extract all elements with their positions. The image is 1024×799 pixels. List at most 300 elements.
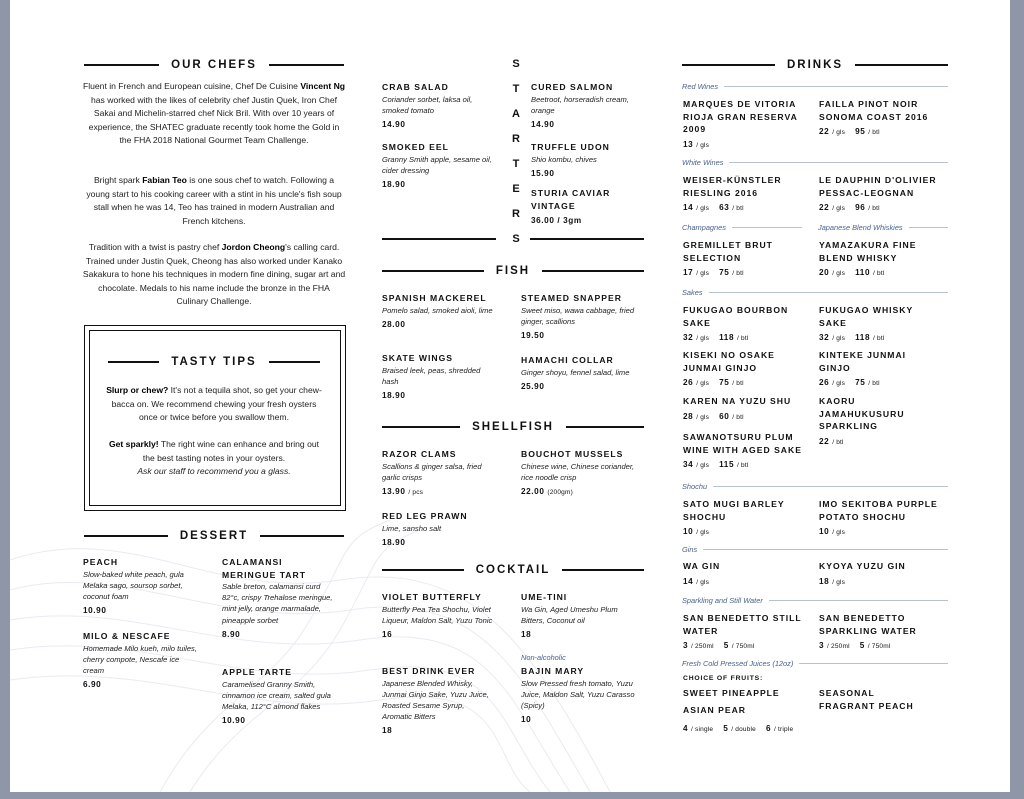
item-desc: Beetroot, horseradish cream, orange <box>531 94 629 115</box>
item-price: 28.00 <box>382 319 406 329</box>
shellfish-title: SHELLFISH <box>472 421 554 433</box>
header-rule <box>855 64 948 66</box>
item-desc: Homemade Milo kueh, milo tuiles, cherry compote, Nescafe ice cream <box>83 643 197 675</box>
item-name: CALAMANSI MERINGUE TART <box>222 557 306 580</box>
item-name: HAMACHI COLLAR <box>521 355 614 365</box>
item-name: FUKUGAO BOURBON SAKE <box>683 305 789 328</box>
item-price: 10 <box>521 715 532 725</box>
para-text: has worked with the likes of celebrity chef Justin Quek, Iron Chef Sakai and Michelin-starred chef Nick Bril. With over 10 years of experience, the SHATEC graduate recently took home the Gold in the FHA 2018 National Gourmet Team Challenge. <box>88 94 340 145</box>
para-text: Tradition with a twist is pastry chef <box>88 242 222 252</box>
price-unit: / 250ml <box>691 643 714 650</box>
header-rule <box>562 569 644 571</box>
price-unit: / gls <box>696 462 710 469</box>
category-gins <box>682 545 948 554</box>
category-champagnes <box>682 223 802 232</box>
category-label: Gins <box>682 545 698 554</box>
item-price: 36.00 / 3gm <box>531 216 582 225</box>
tasty-tips-title: TASTY TIPS <box>171 356 257 368</box>
item-price: 18.90 <box>382 537 406 547</box>
starters-letter: R <box>512 133 520 145</box>
category-white-wines <box>682 158 948 167</box>
price-unit: / 750ml <box>731 643 755 650</box>
price-unit: / btl <box>832 438 844 446</box>
price-value: 17 <box>683 268 694 277</box>
price-unit: / gls <box>696 205 710 212</box>
item-price: 10.90 <box>83 606 107 616</box>
price-value: 10 <box>683 527 694 536</box>
category-water <box>682 596 948 605</box>
price-value: 14 <box>683 576 694 586</box>
cocktail-title: COCKTAIL <box>475 564 551 576</box>
item-name: SAN BENEDETTO STILL WATER <box>683 613 802 636</box>
item-price: 18 <box>382 726 393 736</box>
category-label: Red Wines <box>682 82 719 91</box>
drink-wa-gin <box>683 560 805 589</box>
item-name: CRAB SALAD <box>382 82 449 92</box>
category-red-wines <box>682 82 948 91</box>
item-desc: Pomelo salad, smoked aioli, lime <box>382 305 493 315</box>
price-unit: / double <box>731 726 756 733</box>
chef-fabian-paragraph <box>82 174 346 228</box>
price-value: 13 <box>683 139 694 149</box>
category-label: Champagnes <box>682 223 726 232</box>
drink-kyoya-yuzu-gin <box>819 560 941 589</box>
item-name: CURED SALMON <box>531 82 614 92</box>
header-rule <box>542 270 644 272</box>
item-price: 10.90 <box>222 716 246 726</box>
tip-heading: Slurp or chew? <box>106 385 169 395</box>
item-price <box>683 376 805 390</box>
tip-text: The right wine can enhance and bring out the best tasting notes in your oysters. <box>142 439 320 463</box>
item-name: LE DAUPHIN D'OLIVIER PESSAC-LEOGNAN <box>819 175 937 198</box>
price-unit: / triple <box>774 726 794 733</box>
price-unit: / btl <box>737 462 749 469</box>
menu-item-razor-clams <box>382 448 494 499</box>
category-rule <box>909 227 948 228</box>
item-name: BOUCHOT MUSSELS <box>521 449 624 459</box>
price-value: 22 <box>819 436 830 446</box>
drink-kiseki-no-osake <box>683 349 805 390</box>
item-name: RAZOR CLAMS <box>382 449 457 459</box>
item-price <box>521 485 643 499</box>
menu-item-steamed-snapper <box>521 292 643 342</box>
item-price: 15.90 <box>531 168 555 178</box>
item-name: TRUFFLE UDON <box>531 142 610 152</box>
starters-rule-left <box>382 238 496 240</box>
menu-item-bajin-mary <box>521 665 639 726</box>
drink-weiser-kunstler <box>683 174 805 215</box>
item-price <box>819 376 941 390</box>
item-price: 8.90 <box>222 629 241 639</box>
item-price: 19.50 <box>521 330 545 340</box>
item-desc: Granny Smith apple, sesame oil, cider dressing <box>382 154 492 175</box>
menu-item-apple-tarte <box>222 666 334 727</box>
item-price <box>819 525 949 539</box>
item-name: KYOYA YUZU GIN <box>819 561 906 571</box>
price-unit: / btl <box>868 205 880 212</box>
category-label: Shochu <box>682 482 708 491</box>
dessert-title: DESSERT <box>179 530 249 542</box>
item-name: KISEKI NO OSAKE JUNMAI GINJO <box>683 350 775 373</box>
item-name: FUKUGAO WHISKY SAKE <box>819 305 914 328</box>
dessert-header <box>84 530 344 542</box>
price-value: 75 <box>855 378 866 387</box>
price-value: 10 <box>819 527 830 536</box>
drink-fukugao-bourbon <box>683 304 805 345</box>
item-name: GREMILLET BRUT SELECTION <box>683 240 773 263</box>
category-rule <box>724 86 948 87</box>
price-unit: / gls <box>696 413 710 421</box>
para-text: Fluent in French and European cuisine, Chef De Cuisine <box>82 81 301 91</box>
juice-sweet-pineapple: SWEET PINEAPPLE <box>683 688 780 698</box>
item-price <box>819 639 949 653</box>
price-unit: / btl <box>873 270 885 277</box>
menu-item-violet-butterfly <box>382 591 494 641</box>
starters-letter: T <box>512 83 520 95</box>
item-desc: Lime, sansho salt <box>382 523 442 533</box>
juice-choice-label: CHOICE OF FRUITS: <box>683 675 764 682</box>
menu-item-calamansi-tart <box>222 556 334 641</box>
fish-header <box>382 265 644 277</box>
menu-item-skate-wings <box>382 352 494 402</box>
tasty-tips-header <box>108 356 320 368</box>
item-price <box>683 201 805 215</box>
item-name: MARQUES DE VITORIA RIOJA GRAN RESERVA 2009 <box>683 99 798 134</box>
starters-letter: S <box>512 233 520 245</box>
price-unit: / gls <box>696 578 710 586</box>
price-value: 26 <box>819 378 830 387</box>
item-name: SMOKED EEL <box>382 142 449 152</box>
header-rule <box>260 535 344 537</box>
item-price <box>683 410 805 424</box>
menu-item-peach <box>83 556 201 617</box>
price-value: 63 <box>719 203 730 212</box>
item-name: MILO & NESCAFE <box>83 631 171 641</box>
item-price <box>683 639 805 653</box>
price-unit: / btl <box>737 335 749 342</box>
drink-imo-sekitoba <box>819 498 949 539</box>
category-japanese-whiskies <box>818 223 948 232</box>
category-juices <box>682 659 948 668</box>
chef-name: Vincent Ng <box>300 81 346 91</box>
price-value: 13.90 <box>382 486 406 496</box>
item-price <box>683 138 805 152</box>
price-unit: / gls <box>832 129 846 136</box>
item-desc: Sweet miso, wawa cabbage, fried ginger, scallions <box>521 305 635 326</box>
price-value: 4 <box>683 724 689 733</box>
item-name: BEST DRINK EVER <box>382 666 476 676</box>
price-unit: / gls <box>696 270 710 277</box>
item-desc: Scallions & ginger salsa, fried garlic crisps <box>382 461 482 482</box>
price-unit: / gls <box>832 205 846 212</box>
menu-item-smoked-eel <box>382 141 494 191</box>
price-value: 3 <box>819 641 825 650</box>
price-value: 6 <box>766 724 772 733</box>
header-rule <box>382 426 460 428</box>
item-desc: Coriander sorbet, laksa oil, smoked tomato <box>382 94 473 115</box>
price-value: 3 <box>683 641 689 650</box>
starters-letter: T <box>512 158 520 170</box>
item-price <box>683 575 805 589</box>
category-rule <box>799 663 948 664</box>
item-name: STEAMED SNAPPER <box>521 293 622 303</box>
price-unit: / gls <box>832 335 846 342</box>
header-rule <box>682 64 775 66</box>
price-value: 5 <box>723 641 729 650</box>
juice-seasonal-peach: SEASONAL FRAGRANT PEACH <box>819 688 914 711</box>
price-value: 22 <box>819 203 830 212</box>
item-name: WA GIN <box>683 561 721 571</box>
category-rule <box>729 162 948 163</box>
price-value: 75 <box>719 268 730 277</box>
drinks-header <box>682 59 948 71</box>
item-name: SATO MUGI BARLEY SHOCHU <box>683 499 785 522</box>
header-rule <box>84 535 168 537</box>
cocktail-header <box>382 564 644 576</box>
item-price: 16 <box>382 629 393 639</box>
price-value: 5 <box>723 724 729 733</box>
menu-item-milo-nescafe <box>83 630 201 691</box>
para-text: 's calling card. Trained under Justin Quek, Cheong has also worked under Kanako Sakakura to hone his techniques in modern fine dining, sugar art and chocolate. Medals to his name include the bronze in the FHA Culinary Challenge. <box>82 242 346 306</box>
menu-item-truffle-udon <box>531 141 643 180</box>
item-desc: Shio kombu, chives <box>531 154 597 164</box>
non-alcoholic-label: Non-alcoholic <box>521 653 566 662</box>
shellfish-header <box>382 421 644 433</box>
starters-letter: R <box>512 208 520 220</box>
category-rule <box>732 227 802 228</box>
item-name: IMO SEKITOBA PURPLE POTATO SHOCHU <box>819 499 938 522</box>
price-unit: / btl <box>868 380 880 387</box>
item-price <box>819 331 941 345</box>
header-rule <box>382 270 484 272</box>
item-price <box>819 201 949 215</box>
drink-kaoru <box>819 395 941 449</box>
tip-text: It's not a tequila shot, so get your chew-bacca on. We recommend chewing your fresh oysters once or twice before you swallow them. <box>111 385 322 422</box>
header-rule <box>269 361 320 363</box>
price-value: 5 <box>859 641 865 650</box>
tip-sparkly-paragraph <box>102 438 326 479</box>
price-value: 14 <box>683 203 694 212</box>
item-name: APPLE TARTE <box>222 667 293 677</box>
item-desc: Butterfly Pea Tea Shochu, Violet Liqueur, Maldon Salt, Yuzu Tonic <box>382 604 493 625</box>
item-name: YAMAZAKURA FINE BLEND WHISKY <box>819 240 917 263</box>
menu-item-bouchot-mussels <box>521 448 643 499</box>
category-label: Fresh Cold Pressed Juices (12oz) <box>682 659 794 668</box>
price-unit: / 250ml <box>827 643 850 650</box>
price-value: 22 <box>819 127 830 136</box>
price-value: 118 <box>855 333 871 342</box>
price-unit: / btl <box>732 413 744 421</box>
our-chefs-title: OUR CHEFS <box>171 59 257 71</box>
item-name: VIOLET BUTTERFLY <box>382 592 482 602</box>
item-price <box>819 435 941 449</box>
price-unit: / btl <box>732 380 744 387</box>
item-desc: Slow Pressed fresh tomato, Yuzu Juice, Maldon Salt, Yuzu Carasso (Spicy) <box>521 678 635 710</box>
category-label: White Wines <box>682 158 724 167</box>
item-price <box>382 485 494 499</box>
item-name: SAN BENEDETTO SPARKLING WATER <box>819 613 917 636</box>
header-rule <box>269 64 344 66</box>
item-name: UME-TINI <box>521 592 568 602</box>
item-price: 18.90 <box>382 179 406 189</box>
price-unit: / gls <box>696 141 710 149</box>
category-label: Japanese Blend Whiskies <box>818 223 903 232</box>
price-unit: / gls <box>696 380 710 387</box>
item-name: STURIA CAVIAR VINTAGE <box>531 188 611 211</box>
item-desc: Braised leek, peas, shredded hash <box>382 365 481 386</box>
drink-san-benedetto-sparkling <box>819 612 949 653</box>
price-unit: / btl <box>868 129 880 136</box>
menu-item-sturia-caviar <box>531 187 643 227</box>
price-value: 110 <box>855 268 871 277</box>
price-value: 18 <box>819 576 830 586</box>
drink-karen-na-yuzu-shu <box>683 395 805 424</box>
fish-title: FISH <box>495 265 531 277</box>
menu-item-spanish-mackerel <box>382 292 494 331</box>
price-unit: / single <box>691 726 714 733</box>
category-rule <box>713 486 948 487</box>
chef-name: Jordon Cheong <box>221 242 286 252</box>
price-value: 26 <box>683 378 694 387</box>
starters-letter: A <box>512 108 520 120</box>
item-price: 18.90 <box>382 390 406 400</box>
chef-name: Fabian Teo <box>142 175 187 185</box>
item-desc: Slow-baked white peach, gula Melaka sago, soursop sorbet, coconut foam <box>83 569 184 601</box>
item-price <box>683 331 805 345</box>
drink-fukugao-whisky <box>819 304 941 345</box>
menu-item-red-leg-prawn <box>382 510 494 549</box>
item-price <box>683 266 805 280</box>
drink-kinteke <box>819 349 941 390</box>
price-value: 60 <box>719 411 730 421</box>
price-value: 28 <box>683 411 694 421</box>
menu-item-crab-salad <box>382 81 494 131</box>
starters-rule-right <box>530 238 644 240</box>
item-name: KAREN NA YUZU SHU <box>683 396 792 406</box>
price-unit: / gls <box>832 380 846 387</box>
category-label: Sparkling and Still Water <box>682 596 763 605</box>
item-price: 14.90 <box>382 119 406 129</box>
category-sakes <box>682 288 948 297</box>
item-name: SKATE WINGS <box>382 353 453 363</box>
price-unit: / btl <box>873 335 885 342</box>
item-price <box>819 575 941 589</box>
item-desc: Chinese wine, Chinese coriander, rice noodle crisp <box>521 461 635 482</box>
item-price <box>683 525 805 539</box>
drink-yamazakura <box>819 239 941 280</box>
drink-failla-pinot-noir <box>819 98 947 139</box>
item-price <box>683 458 813 472</box>
drink-le-dauphin <box>819 174 949 215</box>
price-unit: / pcs <box>408 488 424 496</box>
drinks-title: DRINKS <box>786 59 844 71</box>
category-rule <box>703 549 948 550</box>
price-value: 22.00 <box>521 486 545 496</box>
price-unit: (200gm) <box>547 488 573 496</box>
item-desc: Caramelised Granny Smith, cinnamon ice cream, salted gula Melaka, 112°C almond flakes <box>222 679 331 711</box>
chef-jordon-paragraph <box>82 241 346 309</box>
item-desc: Ginger shoyu, fennel salad, lime <box>521 367 630 377</box>
item-price <box>819 125 947 139</box>
category-label: Sakes <box>682 288 703 297</box>
drink-san-benedetto-still <box>683 612 805 653</box>
drink-marques-de-vitoria <box>683 98 805 152</box>
tip-slurp-paragraph <box>102 384 326 425</box>
item-name: SPANISH MACKEREL <box>382 293 487 303</box>
menu-item-ume-tini <box>521 591 639 641</box>
item-name: RED LEG PRAWN <box>382 511 468 521</box>
menu-item-best-drink-ever <box>382 665 494 737</box>
menu-item-hamachi-collar <box>521 354 643 393</box>
category-shochu <box>682 482 948 491</box>
chef-vincent-paragraph <box>82 80 346 148</box>
drink-sato-mugi <box>683 498 805 539</box>
menu-item-cured-salmon <box>531 81 643 131</box>
price-unit: / btl <box>732 205 744 212</box>
item-price: 18 <box>521 629 532 639</box>
item-name: BAJIN MARY <box>521 666 585 676</box>
drink-sawanotsuru <box>683 431 813 472</box>
price-value: 115 <box>719 460 735 469</box>
item-name: FAILLA PINOT NOIR SONOMA COAST 2016 <box>819 99 929 122</box>
item-name: PEACH <box>83 557 119 567</box>
price-value: 96 <box>855 203 866 212</box>
para-text: Bright spark <box>93 175 143 185</box>
item-name: KINTEKE JUNMAI GINJO <box>819 350 907 373</box>
item-desc: Wa Gin, Aged Umeshu Plum Bitters, Coconut oil <box>521 604 618 625</box>
price-unit: / gls <box>832 529 846 536</box>
drink-gremillet <box>683 239 805 280</box>
price-unit: / gls <box>696 529 710 536</box>
price-unit: / btl <box>732 270 744 277</box>
price-value: 95 <box>855 127 866 136</box>
price-unit: / gls <box>832 270 846 277</box>
item-name: KAORU JAMAHUKUSURU SPARKLING <box>819 396 905 431</box>
item-price: 6.90 <box>83 680 102 690</box>
price-unit: / gls <box>832 578 846 586</box>
starters-letter: S <box>512 58 520 70</box>
price-value: 75 <box>719 378 730 387</box>
category-rule <box>769 600 948 601</box>
category-rule <box>709 292 948 293</box>
price-value: 20 <box>819 268 830 277</box>
tip-heading: Get sparkly! <box>108 439 159 449</box>
item-price <box>819 266 941 280</box>
item-price: 14.90 <box>531 119 555 129</box>
price-value: 32 <box>683 333 694 342</box>
price-value: 34 <box>683 460 694 469</box>
header-rule <box>108 361 159 363</box>
price-unit: / 750ml <box>867 643 891 650</box>
item-name: SAWANOTSURU PLUM WINE WITH AGED SAKE <box>683 432 802 455</box>
item-price: 25.90 <box>521 381 545 391</box>
our-chefs-header <box>84 59 344 71</box>
juice-asian-pear: ASIAN PEAR <box>683 705 747 715</box>
header-rule <box>382 569 464 571</box>
price-value: 118 <box>719 333 735 342</box>
menu-page <box>10 0 1010 792</box>
item-desc: Japanese Blended Whisky, Junmai Ginjo Sake, Yuzu Juice, Roasted Sesame Syrup, Aromatic Bitters <box>382 678 489 722</box>
juice-price <box>683 722 793 736</box>
para-text: is one sous chef to watch. Following a young start to his cooking career with a stint in his uncle's fish soup stall when he was 14, Teo has trained in modern Australian and French kitchens. <box>86 175 342 226</box>
item-desc: Sable breton, calamansi curd 82°c, crispy Trehalose meringue, mint jelly, orange marmalade, pineapple sorbet <box>222 582 333 625</box>
tip-italic: Ask our staff to recommend you a glass. <box>137 466 291 476</box>
price-value: 32 <box>819 333 830 342</box>
header-rule <box>84 64 159 66</box>
starters-letter: E <box>512 183 520 195</box>
item-name: WEISER-KÜNSTLER RIESLING 2016 <box>683 175 782 198</box>
header-rule <box>566 426 644 428</box>
